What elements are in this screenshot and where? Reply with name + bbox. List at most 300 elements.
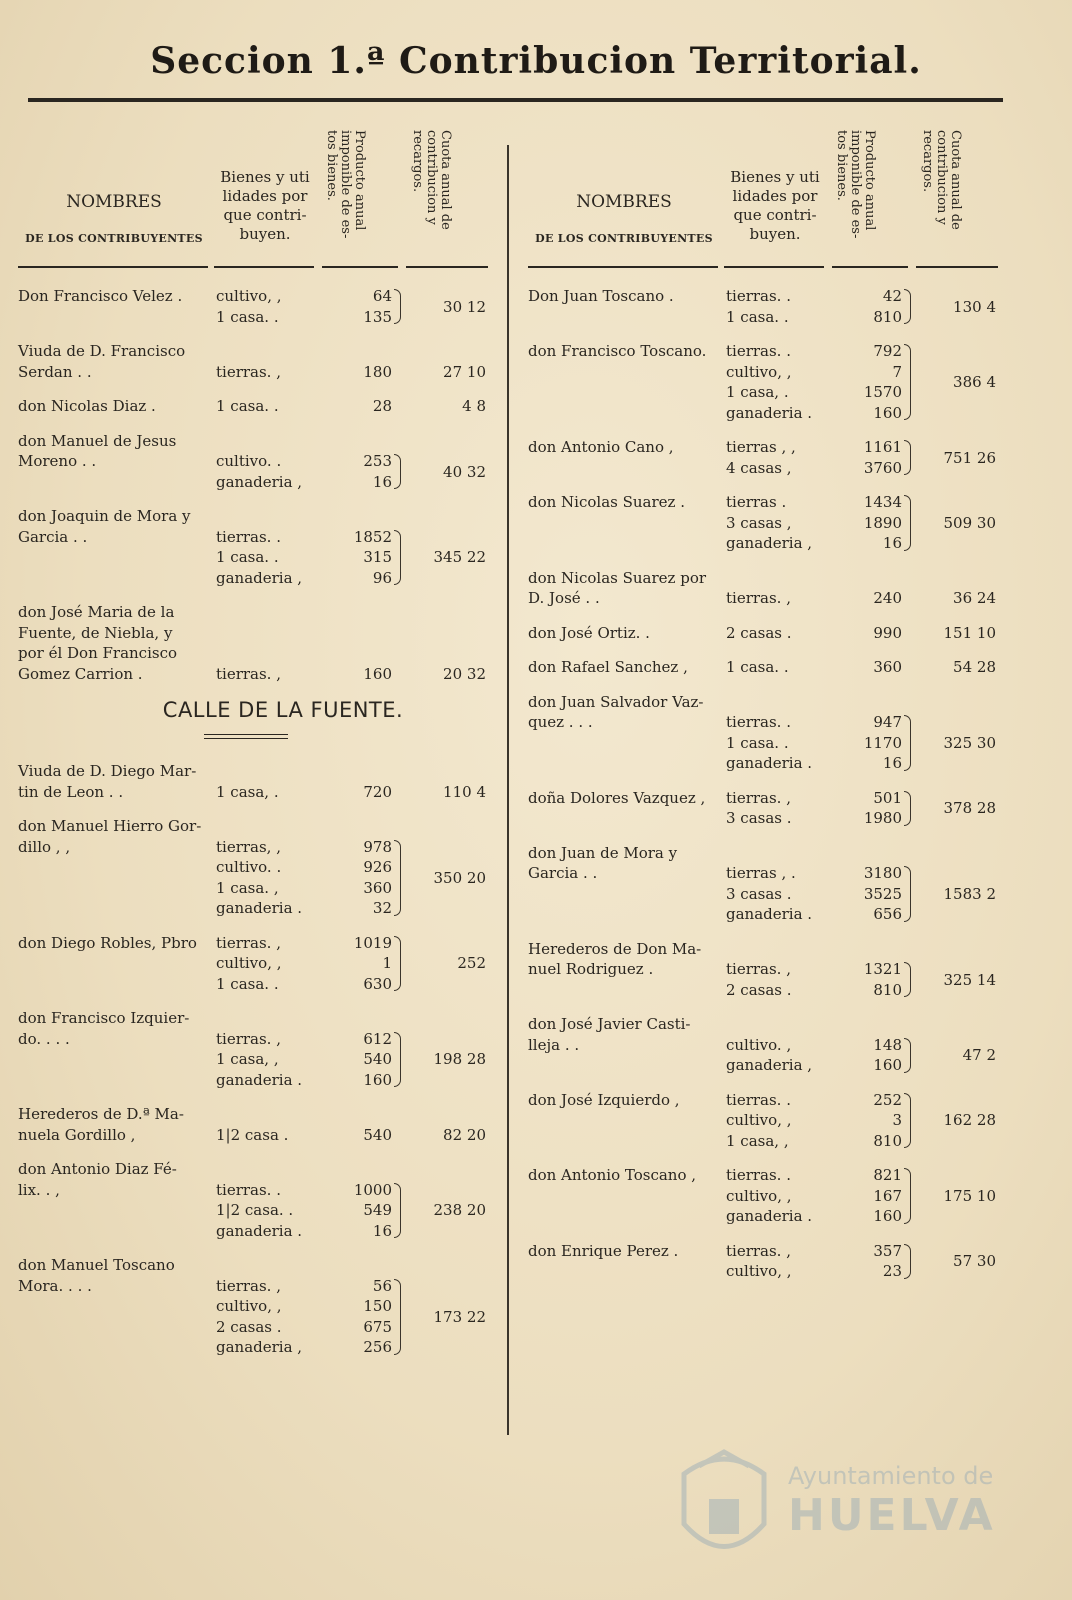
holding-value: 150	[363, 1297, 392, 1315]
header-rule	[214, 266, 314, 268]
holding-value: 16	[372, 472, 392, 491]
holding-type: tierras. .	[726, 1090, 791, 1109]
contributor-entry	[18, 1159, 488, 1241]
annual-quota: 27 10	[443, 362, 486, 381]
contributor-name-line: dillo , ,	[18, 837, 71, 856]
holding-type: tierras , ,	[726, 438, 796, 456]
contributor-name-line: Don Francisco Velez .	[18, 287, 183, 305]
names-subheader: DE LOS CONTRIBUYENTES	[535, 232, 713, 245]
contributor-entry	[528, 437, 1003, 478]
holding-type: ganaderia .	[726, 403, 813, 422]
contributor-name-line: don Rafael Sanchez ,	[528, 658, 688, 676]
holdings	[528, 492, 998, 554]
holding-value: 148	[873, 1035, 902, 1054]
holding-value: 7	[892, 362, 902, 381]
annual-quota: 1583 2	[943, 884, 996, 903]
holding-type: cultivo. .	[216, 452, 282, 470]
annual-quota: 325 14	[943, 970, 996, 989]
contributor-name-line: don José Izquierdo ,	[528, 1090, 680, 1109]
holding-value: 1019	[353, 933, 392, 952]
holding-value: 160	[363, 1070, 392, 1089]
holding-value: 3180	[863, 864, 902, 882]
holding-type: 1 casa. .	[216, 548, 279, 566]
holding-type: 3 casas .	[726, 809, 792, 827]
left-column	[18, 120, 488, 1372]
street-rule	[204, 734, 288, 739]
annual-quota: 252	[457, 954, 486, 973]
grouping-brace	[904, 1244, 911, 1279]
annual-quota: 175 10	[943, 1186, 996, 1205]
annual-quota: 47 2	[962, 1046, 996, 1064]
holding-type: ganaderia ,	[216, 568, 303, 587]
contributor-name-line: don Antonio Cano ,	[528, 438, 674, 456]
holding-value: 1170	[863, 733, 902, 752]
grouping-brace	[904, 1038, 911, 1073]
holding-row	[18, 974, 488, 995]
holding-value: 315	[363, 548, 392, 566]
holdings	[18, 362, 488, 383]
grouping-brace	[904, 715, 911, 771]
page-title: Seccion 1.ª Contribucion Territorial.	[150, 40, 922, 82]
holdings	[528, 588, 998, 609]
grouping-brace	[394, 454, 401, 489]
names-header: NOMBRES	[66, 192, 162, 212]
grouping-brace	[394, 1183, 401, 1239]
holding-value: 180	[363, 362, 392, 381]
holding-value: 549	[363, 1201, 392, 1219]
holding-value: 1852	[353, 527, 392, 546]
holdings	[528, 712, 998, 774]
holding-type: 1 casa. .	[216, 974, 279, 993]
contributor-entry	[18, 816, 488, 919]
watermark-line2: HUELVA	[788, 1490, 996, 1541]
holding-value: 720	[363, 782, 392, 801]
holding-type: tierras. ,	[216, 664, 281, 683]
contributor-name-line: don Antonio Diaz Fé-	[18, 1160, 177, 1178]
annual-quota: 130 4	[953, 297, 996, 316]
holding-value: 3	[892, 1111, 902, 1129]
holding-row	[528, 403, 998, 424]
holding-type: 1 casa, ,	[726, 1131, 789, 1150]
contributor-entry	[18, 602, 488, 684]
names-subheader: DE LOS CONTRIBUYENTES	[25, 232, 203, 245]
contributor-entry	[528, 788, 1003, 829]
header-rule	[18, 266, 208, 268]
holdings	[18, 664, 488, 685]
grouping-brace	[904, 344, 911, 420]
contributor-name-line: tin de Leon . .	[18, 782, 124, 801]
holding-value: 256	[363, 1338, 392, 1356]
holdings	[528, 437, 998, 478]
holding-type: ganaderia ,	[726, 1056, 813, 1074]
holding-value: 1570	[863, 383, 902, 401]
holding-type: cultivo, ,	[726, 1262, 792, 1280]
holding-row	[528, 1131, 998, 1152]
holding-type: cultivo. .	[216, 858, 282, 876]
holding-value: 792	[873, 342, 902, 360]
holding-type: 1 casa. .	[726, 307, 789, 326]
holdings	[528, 1241, 998, 1282]
contributor-name-line: don Nicolas Diaz .	[18, 397, 156, 415]
holding-value: 1890	[863, 513, 902, 532]
holding-value: 675	[363, 1317, 392, 1336]
holding-row	[18, 1337, 488, 1358]
holding-value: 1	[382, 954, 392, 972]
holdings	[528, 788, 998, 829]
annual-quota: 54 28	[953, 658, 996, 677]
contributor-entry	[528, 286, 1003, 327]
right-rows	[528, 286, 1003, 1282]
holding-value: 978	[363, 837, 392, 856]
holdings	[18, 782, 488, 803]
contributor-entry	[528, 492, 1003, 554]
holding-type: 1 casa, .	[726, 383, 789, 401]
holding-value: 357	[873, 1241, 902, 1260]
holding-value: 1980	[863, 809, 902, 827]
holding-type: tierras .	[726, 493, 787, 511]
names-header: NOMBRES	[576, 192, 672, 212]
holding-type: tierras. ,	[726, 589, 791, 607]
contributor-name-line: Garcia . .	[18, 527, 88, 546]
contributor-entry	[528, 843, 1003, 925]
contributor-name-line: don Enrique Perez .	[528, 1241, 679, 1260]
holding-type: tierras. .	[216, 527, 281, 546]
contributor-name-line: Don Juan Toscano .	[528, 287, 674, 305]
contributor-name-line: don Juan de Mora y	[528, 843, 678, 862]
holding-row	[18, 837, 488, 858]
bienes-header: Bienes y uti lidades por que contri- buyen.	[220, 168, 310, 243]
contributor-entry	[18, 396, 488, 417]
holding-row	[18, 1029, 488, 1050]
grouping-brace	[394, 936, 401, 992]
holding-value: 253	[363, 452, 392, 470]
holdings	[18, 286, 488, 327]
holding-row	[18, 1221, 488, 1242]
holding-type: ganaderia .	[216, 1221, 303, 1240]
contributor-name-line: Gomez Carrion .	[18, 664, 143, 683]
holding-row	[528, 492, 998, 513]
header-rule	[528, 266, 718, 268]
holding-type: ganaderia .	[216, 899, 303, 917]
holding-value: 1434	[863, 493, 902, 511]
contributor-name-line: don José Ortiz. .	[528, 623, 650, 642]
holding-type: tierras. .	[216, 1180, 281, 1199]
contributor-entry	[18, 286, 488, 327]
header-rule	[916, 266, 998, 268]
contributor-name-line: Fuente, de Niebla, y	[18, 623, 173, 642]
holding-row	[18, 568, 488, 589]
holdings	[18, 1276, 488, 1358]
holding-value: 16	[882, 754, 902, 772]
annual-quota: 238 20	[433, 1201, 486, 1220]
holding-type: tierras. ,	[726, 788, 791, 807]
holdings	[528, 657, 998, 678]
holding-type: tierras. .	[726, 287, 791, 305]
annual-quota: 4 8	[462, 397, 486, 416]
annual-quota: 151 10	[943, 623, 996, 642]
grouping-brace	[904, 866, 911, 922]
holding-value: 28	[372, 397, 392, 415]
holding-type: cultivo, ,	[216, 287, 282, 305]
contributor-entry	[528, 1014, 1003, 1076]
contributor-entry	[528, 341, 1003, 423]
contributor-name-line: don Nicolas Suarez por	[528, 568, 707, 587]
contributor-entry	[18, 341, 488, 382]
holding-value: 16	[882, 534, 902, 552]
holding-type: tierras. ,	[216, 362, 281, 381]
contributor-name-line: don Nicolas Suarez .	[528, 493, 685, 511]
holding-type: 1 casa. .	[726, 658, 789, 676]
grouping-brace	[904, 1093, 911, 1149]
watermark	[664, 1444, 1004, 1574]
holding-row	[528, 863, 998, 884]
holding-type: 1 casa. ,	[216, 878, 279, 897]
annual-quota: 40 32	[443, 462, 486, 481]
holding-value: 64	[372, 287, 392, 305]
contributor-entry	[18, 933, 488, 995]
holding-type: tierras, ,	[216, 837, 281, 856]
contributor-name-line: don Diego Robles, Pbro	[18, 933, 197, 952]
contributor-name-line: nuel Rodriguez .	[528, 960, 654, 978]
holding-type: ganaderia .	[726, 1207, 813, 1225]
holding-type: 1 casa. .	[216, 307, 279, 326]
holding-type: 3 casas .	[726, 884, 792, 903]
holding-type: tierras. .	[726, 342, 791, 360]
holding-row	[528, 753, 998, 774]
holding-type: 1 casa, ,	[216, 1050, 279, 1068]
contributor-name-line: lleja . .	[528, 1035, 580, 1054]
holdings	[528, 863, 998, 925]
contributor-name-line: Mora. . . .	[18, 1276, 92, 1295]
contributor-name-line: don Joaquin de Mora y	[18, 507, 191, 525]
holdings	[528, 959, 998, 1000]
annual-quota: 20 32	[443, 664, 486, 683]
title-rule	[28, 98, 1003, 102]
annual-quota: 386 4	[953, 373, 996, 391]
holding-value: 990	[873, 623, 902, 642]
holding-value: 252	[873, 1090, 902, 1109]
holding-type: ganaderia .	[216, 1070, 303, 1089]
holding-type: tierras. ,	[216, 1029, 281, 1048]
contributor-entry	[528, 1090, 1003, 1152]
contributor-entry	[18, 1255, 488, 1358]
holding-value: 160	[363, 664, 392, 683]
holding-type: 1 casa, .	[216, 782, 279, 801]
holding-type: cultivo, ,	[726, 362, 792, 381]
contributor-name-line: don Juan Salvador Vaz-	[528, 692, 704, 711]
cuota-header: Cuota anual de contribucion y recargos.	[410, 130, 453, 230]
contributor-entry	[528, 1165, 1003, 1227]
holding-type: tierras. ,	[216, 1276, 281, 1295]
annual-quota: 57 30	[953, 1252, 996, 1270]
grouping-brace	[394, 1032, 401, 1088]
grouping-brace	[904, 1168, 911, 1224]
holding-type: 1|2 casa .	[216, 1125, 289, 1144]
holding-type: tierras. .	[726, 1166, 791, 1184]
holding-type: 2 casas .	[726, 623, 792, 642]
left-column-header	[18, 120, 488, 268]
grouping-brace	[904, 791, 911, 826]
holding-type: tierras. ,	[216, 933, 281, 952]
holding-value: 167	[873, 1186, 902, 1205]
header-rule	[322, 266, 398, 268]
holdings	[528, 341, 998, 423]
holding-row	[528, 533, 998, 554]
holding-row	[528, 1206, 998, 1227]
holding-row	[528, 1165, 998, 1186]
holding-value: 1321	[863, 960, 902, 978]
holding-value: 3760	[863, 458, 902, 477]
holding-type: cultivo, ,	[726, 1111, 792, 1129]
grouping-brace	[904, 440, 911, 475]
holding-value: 23	[882, 1262, 902, 1280]
header-rule	[724, 266, 824, 268]
holding-value: 810	[873, 1131, 902, 1150]
holdings	[18, 933, 488, 995]
contributor-name-line: nuela Gordillo ,	[18, 1125, 136, 1144]
column-separator	[507, 145, 509, 1435]
contributor-name-line: don José Maria de la	[18, 603, 175, 621]
holding-type: cultivo, ,	[726, 1186, 792, 1205]
holding-value: 16	[372, 1221, 392, 1240]
grouping-brace	[904, 495, 911, 551]
holding-row	[528, 904, 998, 925]
street-heading: CALLE DE LA FUENTE.	[162, 698, 404, 722]
holdings	[18, 1125, 488, 1146]
contributor-entry	[18, 1104, 488, 1145]
holding-type: tierras. ,	[726, 960, 791, 978]
contributor-name-line: D. José . .	[528, 589, 600, 607]
header-rule	[406, 266, 488, 268]
contributor-entry	[528, 1241, 1003, 1282]
holding-row	[18, 1180, 488, 1201]
contributor-name-line: don Francisco Toscano.	[528, 342, 707, 360]
holding-type: cultivo, ,	[216, 954, 282, 972]
header-rule	[832, 266, 908, 268]
holding-value: 630	[363, 974, 392, 993]
holding-value: 540	[363, 1050, 392, 1068]
holding-type: cultivo. ,	[726, 1035, 792, 1054]
annual-quota: 110 4	[443, 782, 486, 801]
holding-value: 947	[873, 713, 902, 731]
holding-type: ganaderia ,	[216, 1338, 303, 1356]
holding-value: 32	[372, 899, 392, 917]
contributor-entry	[18, 431, 488, 493]
holdings	[528, 286, 998, 327]
holding-row	[18, 527, 488, 548]
contributor-name-line: Herederos de D.ª Ma-	[18, 1105, 184, 1123]
annual-quota: 378 28	[943, 799, 996, 817]
bienes-header: Bienes y uti lidades por que contri- buyen.	[730, 168, 820, 243]
contributor-name-line: doña Dolores Vazquez ,	[528, 788, 706, 807]
holding-row	[528, 341, 998, 362]
coat-of-arms-icon	[664, 1444, 784, 1574]
contributor-entry	[18, 1008, 488, 1090]
holding-row	[18, 1070, 488, 1091]
grouping-brace	[904, 289, 911, 324]
annual-quota: 82 20	[443, 1125, 486, 1144]
contributor-name-line: Viuda de D. Francisco	[18, 342, 186, 360]
holding-type: ganaderia .	[726, 905, 813, 923]
contributor-name-line: Garcia . .	[528, 864, 598, 882]
annual-quota: 509 30	[943, 513, 996, 532]
grouping-brace	[394, 1279, 401, 1355]
grouping-brace	[394, 289, 401, 324]
contributor-name-line: lix. . ,	[18, 1180, 60, 1199]
holding-value: 96	[372, 568, 392, 587]
holding-value: 821	[873, 1166, 902, 1184]
holding-value: 540	[363, 1125, 392, 1144]
annual-quota: 173 22	[433, 1307, 486, 1326]
annual-quota: 198 28	[433, 1050, 486, 1069]
contributor-entry	[528, 939, 1003, 1001]
holding-type: 2 casas .	[726, 980, 792, 999]
contributor-name-line: Viuda de D. Diego Mar-	[18, 762, 197, 780]
contributor-entry	[528, 692, 1003, 774]
holding-row	[18, 933, 488, 954]
holdings	[528, 623, 998, 644]
grouping-brace	[904, 962, 911, 997]
holding-type: cultivo, ,	[216, 1297, 282, 1315]
grouping-brace	[394, 840, 401, 916]
right-column-header	[528, 120, 1003, 268]
contributor-name-line: don Antonio Toscano ,	[528, 1166, 697, 1184]
left-rows	[18, 286, 488, 1358]
holding-value: 501	[873, 788, 902, 807]
holding-value: 360	[873, 658, 902, 676]
holding-row	[528, 712, 998, 733]
holding-value: 160	[873, 403, 902, 422]
right-column	[528, 120, 1003, 1296]
annual-quota: 30 12	[443, 297, 486, 316]
holding-value: 360	[363, 878, 392, 897]
holding-type: 4 casas ,	[726, 458, 792, 477]
contributor-name-line: don Manuel de Jesus	[18, 431, 177, 450]
holding-value: 1161	[863, 438, 902, 456]
holding-type: 2 casas .	[216, 1317, 282, 1336]
contributor-name-line: do. . . .	[18, 1029, 70, 1048]
holdings	[18, 1180, 488, 1242]
holding-value: 3525	[863, 884, 902, 903]
holding-row	[18, 1276, 488, 1297]
producto-header: Producto anual imponible de es- tos bienes.	[324, 130, 367, 239]
contributor-entry	[18, 761, 488, 802]
holding-type: tierras. .	[726, 713, 791, 731]
holding-row	[528, 1090, 998, 1111]
contributor-entry	[18, 506, 488, 588]
holding-value: 612	[363, 1029, 392, 1048]
contributor-name-line: don Manuel Hierro Gor-	[18, 817, 202, 835]
holding-value: 160	[873, 1207, 902, 1225]
contributor-name-line: por él Don Francisco	[18, 644, 178, 662]
holdings	[18, 451, 488, 492]
contributor-entry	[528, 568, 1003, 609]
annual-quota: 751 26	[943, 448, 996, 467]
cuota-header: Cuota anual de contribucion y recargos.	[920, 130, 963, 230]
annual-quota: 345 22	[433, 548, 486, 567]
holding-type: tierras. ,	[726, 1241, 791, 1260]
contributor-name-line: don José Javier Casti-	[528, 1015, 691, 1033]
holding-type: 1 casa. .	[726, 733, 789, 752]
contributor-name-line: Herederos de Don Ma-	[528, 939, 702, 958]
holding-value: 926	[363, 858, 392, 876]
holding-type: 1 casa. .	[216, 397, 279, 415]
producto-header: Producto anual imponible de es- tos bienes.	[834, 130, 877, 239]
annual-quota: 350 20	[433, 868, 486, 887]
holdings	[18, 527, 488, 589]
holding-value: 160	[873, 1056, 902, 1074]
holding-type: 3 casas ,	[726, 513, 792, 532]
